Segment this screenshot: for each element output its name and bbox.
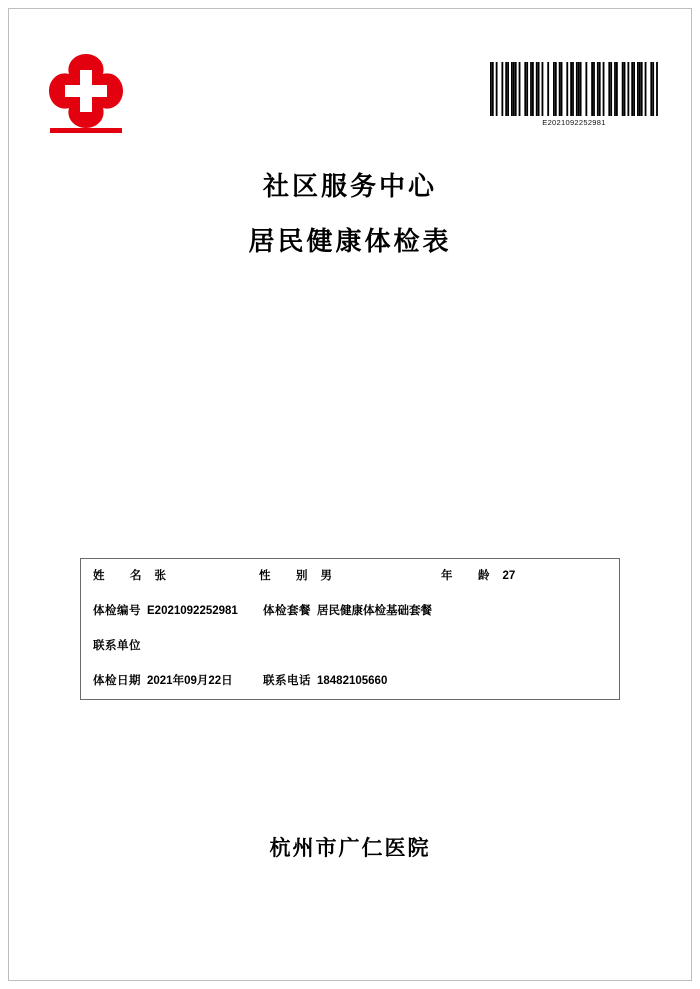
- field-name-label: 姓 名: [93, 570, 149, 582]
- field-phone: [263, 664, 387, 699]
- field-exam-package-label: 体检套餐: [263, 605, 311, 617]
- table-row: [81, 664, 619, 699]
- field-gender-value: 男: [320, 570, 332, 582]
- barcode-bars-icon: [490, 62, 658, 116]
- field-contact-unit-label: 联系单位: [93, 640, 141, 652]
- field-exam-date-label: 体检日期: [93, 675, 141, 687]
- field-age-label: 年 龄: [441, 570, 497, 582]
- hospital-logo: [40, 52, 132, 144]
- hospital-name: 杭州市广仁医院: [269, 836, 431, 860]
- table-row: [81, 559, 619, 594]
- table-row: [81, 594, 619, 629]
- field-exam-date-value: 2021年09月22日: [147, 675, 233, 687]
- field-exam-package: [263, 594, 432, 629]
- page-title: 社区服务中心: [262, 172, 437, 202]
- field-phone-label: 联系电话: [263, 675, 311, 687]
- field-exam-number-label: 体检编号: [93, 605, 141, 617]
- field-gender-label: 性 别: [259, 570, 315, 582]
- field-exam-number-value: E2021092252981: [147, 605, 238, 617]
- field-phone-value: 18482105660: [317, 675, 388, 687]
- field-name: [93, 559, 166, 594]
- table-row: [81, 629, 619, 664]
- field-contact-unit: [93, 629, 147, 664]
- field-name-value: 张: [154, 570, 166, 582]
- barcode: [490, 62, 658, 127]
- patient-info-box: [80, 558, 620, 700]
- field-exam-number: [93, 594, 238, 629]
- barcode-number: E2021092252981: [542, 118, 606, 127]
- field-gender: [259, 559, 332, 594]
- page-subtitle: 居民健康体检表: [248, 227, 452, 257]
- field-age-value: 27: [502, 570, 516, 582]
- field-age: [441, 559, 515, 594]
- field-exam-date: [93, 664, 233, 699]
- red-cross-logo-icon: [40, 52, 132, 144]
- field-exam-package-value: 居民健康体检基础套餐: [317, 605, 432, 617]
